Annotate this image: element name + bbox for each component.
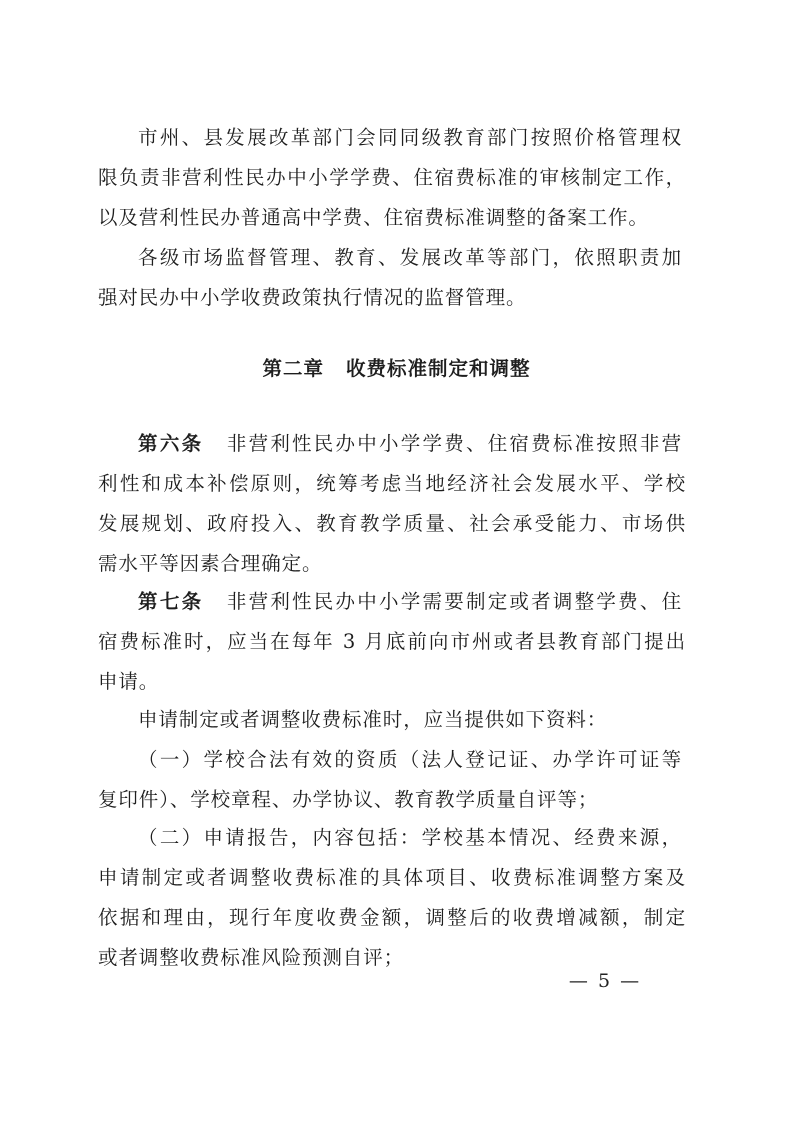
text-line: 利性和成本补偿原则，统筹考虑当地经济社会发展水平、学校 bbox=[98, 472, 686, 495]
text-line: 以及营利性民办普通高中学费、住宿费标准调整的备案工作。 bbox=[98, 206, 649, 229]
paragraph-supervision bbox=[98, 238, 686, 318]
article-7 bbox=[98, 582, 686, 702]
article-label: 第七条 bbox=[138, 590, 204, 613]
article-label: 第六条 bbox=[138, 432, 204, 455]
text-line: 复印件）、学校章程、办学协议、教育教学质量自评等； bbox=[98, 788, 599, 811]
text-line: 或者调整收费标准风险预测自评； bbox=[98, 946, 405, 969]
text-line: 申请。 bbox=[98, 670, 160, 693]
chapter-number: 第二章 bbox=[262, 357, 324, 380]
text-line: （二）申请报告，内容包括：学校基本情况、经费来源， bbox=[138, 826, 682, 849]
text-line: 市州、县发展改革部门会同同级教育部门按照价格管理权 bbox=[138, 126, 682, 149]
article-6 bbox=[98, 424, 686, 584]
materials-item-1 bbox=[98, 740, 686, 820]
article-text: 非营利性民办中小学学费、住宿费标准按照非营 bbox=[225, 432, 682, 455]
article-text: 非营利性民办中小学需要制定或者调整学费、住 bbox=[225, 590, 682, 613]
text-line: 发展规划、政府投入、教育教学质量、社会承受能力、市场供 bbox=[98, 512, 686, 535]
text-line: 限负责非营利性民办中小学学费、住宿费标准的审核制定工作， bbox=[98, 166, 686, 189]
chapter-title: 收费标准制定和调整 bbox=[346, 357, 531, 380]
text-line bbox=[138, 582, 682, 622]
page-number: — 5 — bbox=[568, 970, 642, 992]
materials-item-2 bbox=[98, 818, 686, 978]
text-line bbox=[138, 424, 682, 464]
text-line: 依据和理由，现行年度收费金额，调整后的收费增减额，制定 bbox=[98, 906, 686, 929]
text-line: 申请制定或者调整收费标准的具体项目、收费标准调整方案及 bbox=[98, 866, 686, 889]
text-line: 宿费标准时，应当在每年 3 月底前向市州或者县教育部门提出 bbox=[98, 630, 686, 653]
text-line: 需水平等因素合理确定。 bbox=[98, 552, 323, 575]
text-line: （一）学校合法有效的资质（法人登记证、办学许可证等 bbox=[138, 748, 682, 771]
text-line: 强对民办中小学收费政策执行情况的监督管理。 bbox=[98, 286, 527, 309]
text-line: 各级市场监督管理、教育、发展改革等部门，依照职责加 bbox=[138, 246, 682, 269]
paragraph-price-management bbox=[98, 118, 686, 238]
materials-intro bbox=[138, 700, 686, 740]
text-line: 申请制定或者调整收费标准时，应当提供如下资料： bbox=[138, 708, 608, 731]
chapter-heading bbox=[0, 354, 793, 384]
